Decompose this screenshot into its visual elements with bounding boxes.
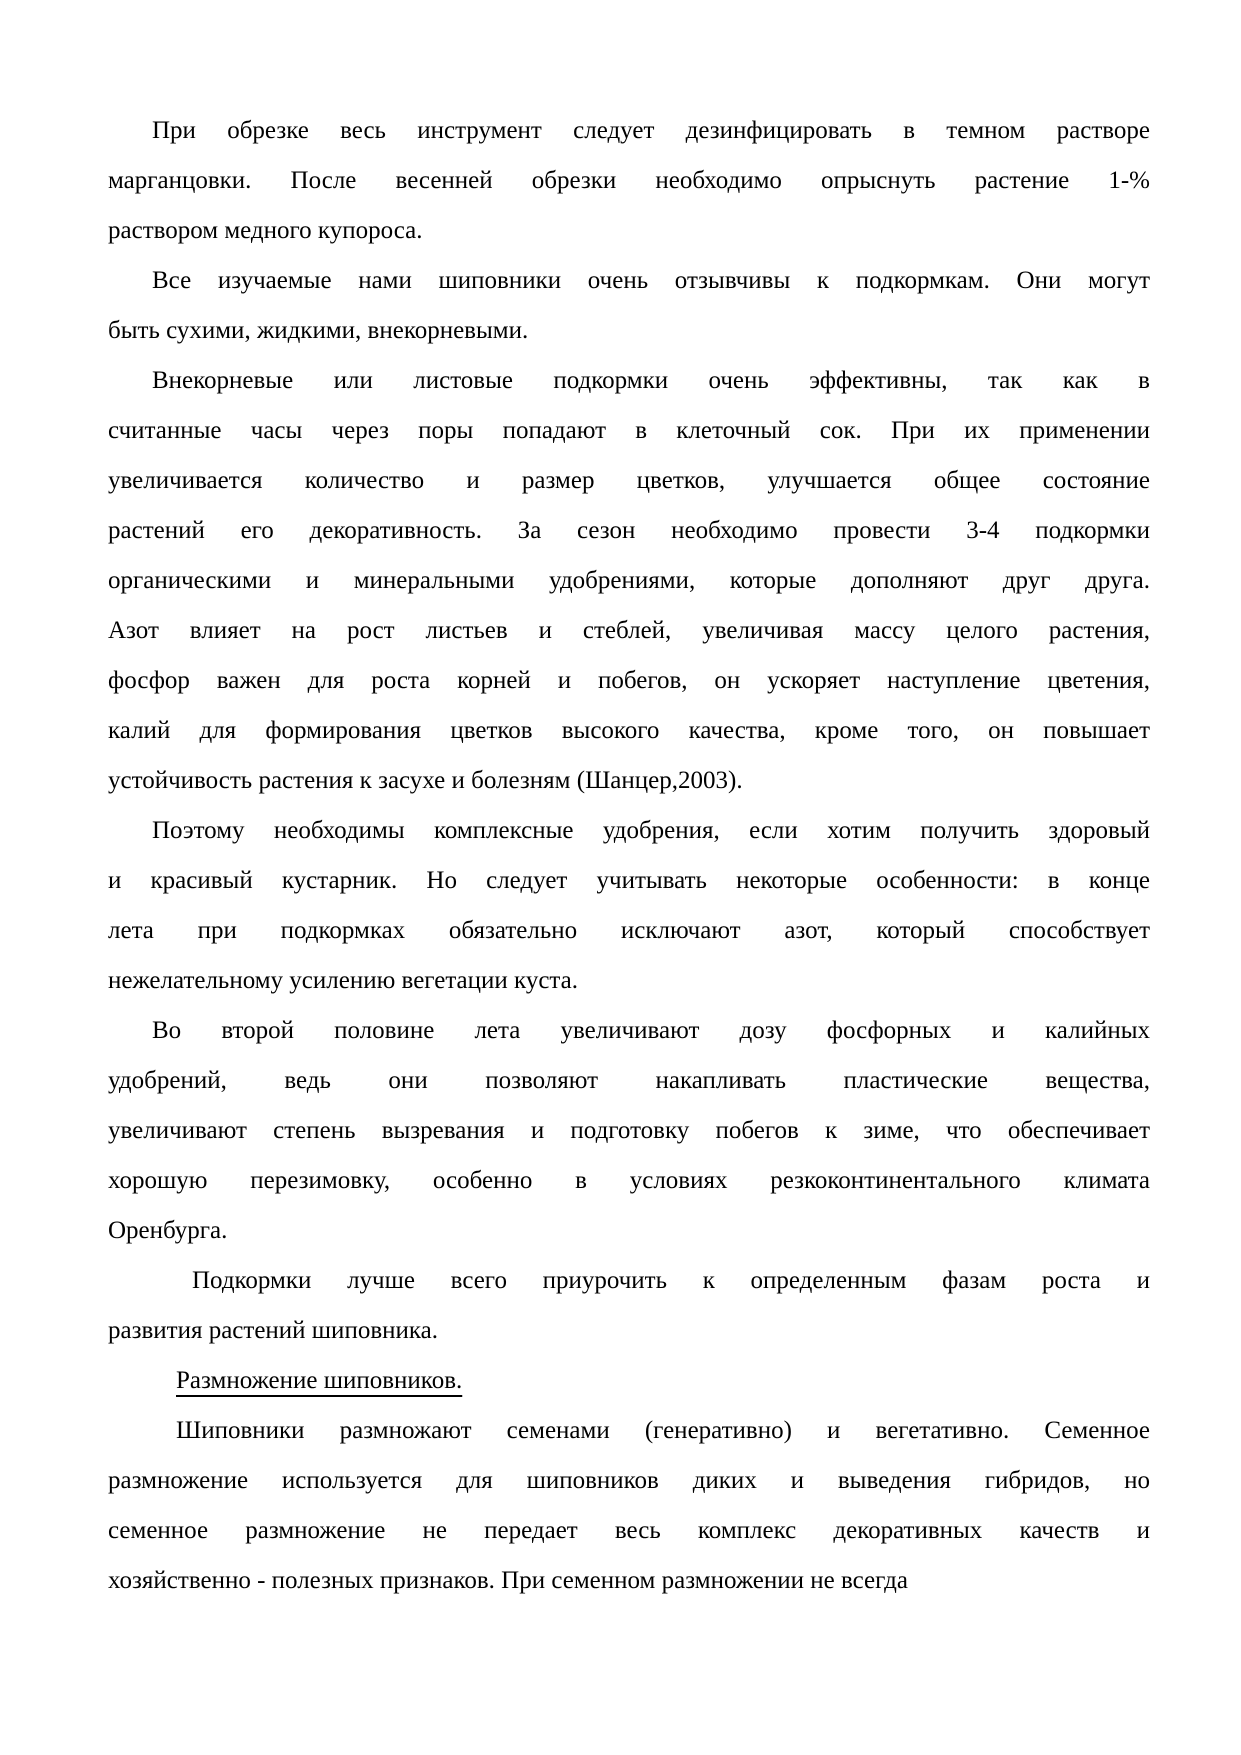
text-line: считанные часы через поры попадают в клеточный сок. При их применении	[108, 417, 1150, 444]
text-line: Все изучаемые нами шиповники очень отзывчивы к подкормкам. Они могут	[152, 267, 1150, 294]
text-line: Внекорневые или листовые подкормки очень эффективны, так как в	[152, 367, 1150, 394]
heading-propagation	[108, 1356, 1150, 1406]
text-line: Во второй половине лета увеличивают дозу фосфорных и калийных	[152, 1017, 1150, 1044]
text-line: развития растений шиповника.	[108, 1317, 438, 1344]
text-line: органическими и минеральными удобрениями, которые дополняют друг друга.	[108, 567, 1150, 594]
text-line: Азот влияет на рост листьев и стеблей, увеличивая массу целого растения,	[108, 617, 1150, 644]
text-line: и красивый кустарник. Но следует учитывать некоторые особенности: в конце	[108, 867, 1150, 894]
text-line: хорошую перезимовку, особенно в условиях резкоконтинентального климата	[108, 1167, 1150, 1194]
paragraph-complex-fertilizers	[108, 806, 1150, 1006]
text-line: Шиповники размножают семенами (генеративно) и вегетативно. Семенное	[176, 1417, 1150, 1444]
paragraph-foliar-feeding	[108, 356, 1150, 806]
text-line: растений его декоративность. За сезон необходимо провести 3-4 подкормки	[108, 517, 1150, 544]
paragraph-second-half-of-summer	[108, 1006, 1150, 1256]
text-line: размножение используется для шиповников диких и выведения гибридов, но	[108, 1467, 1150, 1494]
paragraph-propagation-methods	[108, 1406, 1150, 1606]
text-line: Размножение шиповников.	[176, 1367, 463, 1394]
text-line: При обрезке весь инструмент следует дезинфицировать в темном растворе	[152, 117, 1150, 144]
text-line: семенное размножение не передает весь комплекс декоративных качеств и	[108, 1517, 1150, 1544]
text-line: лета при подкормках обязательно исключают азот, который способствует	[108, 917, 1150, 944]
text-line: Оренбурга.	[108, 1217, 228, 1244]
text-line: устойчивость растения к засухе и болезням (Шанцер,2003).	[108, 767, 743, 794]
text-line: удобрений, ведь они позволяют накапливать пластические вещества,	[108, 1067, 1150, 1094]
document-text-block	[108, 106, 1150, 1606]
text-line: Подкормки лучше всего приурочить к определенным фазам роста и	[192, 1267, 1150, 1294]
text-line: раствором медного купороса.	[108, 217, 423, 244]
text-line: фосфор важен для роста корней и побегов, он ускоряет наступление цветения,	[108, 667, 1150, 694]
text-line: быть сухими, жидкими, внекорневыми.	[108, 317, 529, 344]
text-line: калий для формирования цветков высокого качества, кроме того, он повышает	[108, 717, 1150, 744]
text-line: Поэтому необходимы комплексные удобрения, если хотим получить здоровый	[152, 817, 1150, 844]
text-line: хозяйственно - полезных признаков. При семенном размножении не всегда	[108, 1567, 908, 1594]
paragraph-feeding-responsiveness	[108, 256, 1150, 356]
paragraph-feeding-phases	[108, 1256, 1150, 1356]
paragraph-pruning-disinfection	[108, 106, 1150, 256]
text-line: нежелательному усилению вегетации куста.	[108, 967, 578, 994]
text-line: увеличивается количество и размер цветков, улучшается общее состояние	[108, 467, 1150, 494]
text-line: увеличивают степень вызревания и подготовку побегов к зиме, что обеспечивает	[108, 1117, 1150, 1144]
text-line: марганцовки. После весенней обрезки необходимо опрыснуть растение 1-%	[108, 167, 1150, 194]
